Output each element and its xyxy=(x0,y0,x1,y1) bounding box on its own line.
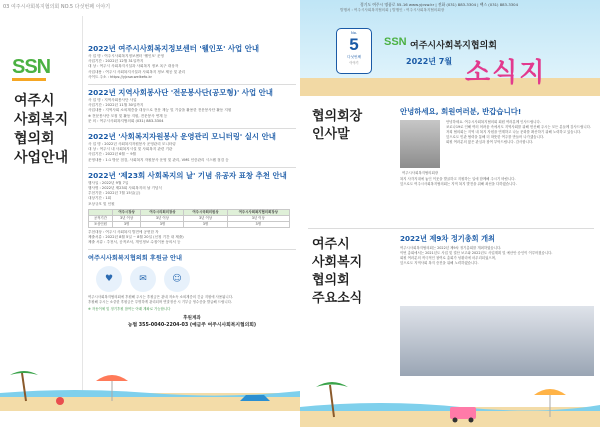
side-title-line: 협의회 xyxy=(14,131,55,147)
org-name: 여주시사회복지협의회 xyxy=(410,41,497,51)
page-header: 03 여주시사회복지협의회 NO.5 다섯번째 이야기 xyxy=(3,4,111,10)
issue-badge: No. 5 다섯번째 이야기 xyxy=(336,28,372,74)
divider xyxy=(88,128,296,129)
section-line: 사업기간 : 2022년 6월 ~ 9월 xyxy=(88,152,136,157)
greeting-body xyxy=(446,120,594,145)
table-cell: 3년 이상 xyxy=(227,215,289,221)
table-cell: 3명 xyxy=(227,221,289,227)
section-line: 사업기간 : 2022년 12월 31일까지 xyxy=(88,59,144,64)
issue-sub: 이야기 xyxy=(349,61,359,65)
heart-icon: ♥ xyxy=(96,266,122,292)
side-title-line: 여주시 xyxy=(14,93,55,109)
table-header-cell: 여주시장상 xyxy=(112,209,141,215)
section-line: 사 업 명 : 여주시사회복지정보센터 '웰인포' 운영 xyxy=(88,54,164,58)
side-title-line: 협의회 xyxy=(312,273,350,288)
section-title: 2022년 지역사회봉사단 '전문봉사단(공모형)' 사업 안내 xyxy=(88,88,273,98)
chairman-photo xyxy=(400,120,440,168)
section-line: 추천기한 : 2022년 7월 15일(금) xyxy=(88,191,141,196)
divider xyxy=(88,249,296,250)
section-volunteer xyxy=(88,88,296,124)
table-cell: 3명 xyxy=(112,221,141,227)
section-award xyxy=(88,171,296,246)
support-icons xyxy=(96,266,296,292)
table-cell: 3명 xyxy=(184,221,227,227)
section-line: 사업내용 : 여주시 사회복지시설과 사회복지 정보 제공 및 관리 xyxy=(88,69,186,74)
greeting-side-title xyxy=(312,108,362,144)
table-cell: 3년 이상 xyxy=(112,215,141,221)
table-note: 추천대상 : 여주시 사회복지 발전에 공헌한 자 xyxy=(88,229,159,234)
side-title-line: 협의회장 xyxy=(312,109,363,124)
section-line: ※ 전문봉사단 모집 및 활동 지원, 전문봉사 연계 등 xyxy=(88,113,168,118)
paragraph: 저희 협의회는 지역 내 복지 자원을 연계하고 나눔 문화를 확산하기 위해 노력하고 있습니다. xyxy=(446,130,582,135)
table-header-cell: 여주시국회의원상 xyxy=(184,209,227,215)
business-content xyxy=(88,44,296,328)
sand-strip xyxy=(300,78,600,96)
photo-caption: 여주시사회복지협의회장 xyxy=(401,171,439,175)
divider xyxy=(308,228,594,229)
paragraph: 이번 총회에서는 2021년도 사업 및 결산 보고와 2022년도 사업계획 및 예산안 승인이 이루어졌습니다. xyxy=(400,251,553,256)
divider xyxy=(88,84,296,85)
section-line: 포상규모 및 인원 xyxy=(88,201,115,206)
org-logo: SSN xyxy=(384,36,407,48)
news-side-title xyxy=(312,236,362,308)
paragraph: 여주시사회복지협의회는 2022년 제9차 정기총회를 개최하였습니다. xyxy=(400,246,502,250)
section-line: 사 업 명 : 2022년 사회복지자원봉사 운영관리 모니터링 xyxy=(88,142,176,147)
publisher-info: 발행처 : 여주시사회복지협의회 | 발행인 : 여주시사회복지협의회장 xyxy=(340,8,445,12)
paragraph: 코로나19로 인해 여러 어려움 속에서도 지역사회를 위해 헌신해 주시는 모든 분들께 감사드립니다. xyxy=(446,125,591,130)
section-line: 사 업 명 : 지역사회봉사단 사업 xyxy=(88,98,137,103)
beach-illustration xyxy=(300,377,600,427)
paragraph: 앞으로도 여주시사회복지협의회는 지역 복지 발전을 위해 최선을 다하겠습니다. xyxy=(400,182,517,187)
side-title-line: 사회복지 xyxy=(14,112,69,128)
news-title: 2022년 제9차 정기총회 개최 xyxy=(400,234,496,243)
greeting-title: 안녕하세요, 회원여러분, 반갑습니다! xyxy=(400,107,522,116)
section-line: 행사일 : 2022년 9월 7일 xyxy=(88,180,129,185)
greeting-body-continued xyxy=(400,177,594,187)
masthead-banner xyxy=(300,0,600,96)
table-header-cell: 여주시의회의장상 xyxy=(141,209,184,215)
section-line: 대 상 : 여주시 사회복지시설과 사회복지 정보 욕구 대상자 xyxy=(88,64,179,69)
table-row xyxy=(89,221,290,227)
divider xyxy=(82,16,83,411)
divider xyxy=(88,167,296,168)
table-cell: 포상인원 xyxy=(89,221,113,227)
support-link[interactable]: ※ 자동이체 및 정기후원 참여는 아래 계좌로 가능합니다 xyxy=(88,307,171,312)
group-photo xyxy=(400,306,594,376)
logo-underline xyxy=(12,78,46,81)
section-link[interactable]: 사이트 주소 : https://yjcsw.welkefo.kr xyxy=(88,74,153,79)
side-title-line: 여주시 xyxy=(312,237,350,252)
paragraph: 복지 사각지대에 놓인 이웃을 발굴하고 지원하는 일에 함께해 주시기 바랍니다. xyxy=(400,177,516,181)
section-welinfo xyxy=(88,44,296,80)
table-cell: 공적기간 xyxy=(89,215,113,221)
issue-number: 5 xyxy=(349,35,359,54)
beach-illustration xyxy=(0,367,300,411)
support-text: 후원해 주시는 소중한 후원금은 투명하게 관리되며 연말정산 시 기부금 영수증을 발급해 드립니다. xyxy=(88,300,232,305)
section-monitoring xyxy=(88,132,296,163)
section-title: 2022년 '제23회 사회복지의 날' 기념 유공자 표창 추천 안내 xyxy=(88,170,287,180)
side-title-line: 사업안내 xyxy=(14,150,69,166)
section-title: 2022년 '사회복지자원봉사 운영관리 모니터링' 실시 안내 xyxy=(88,132,276,142)
section-title: 2022년 여주시사회복지정보센터 '웰인포' 사업 안내 xyxy=(88,44,260,53)
table-cell: 3년 이상 xyxy=(141,215,184,221)
paragraph: 앞으로도 민관 협력을 통해 더 따뜻한 여주를 만들어 나가겠습니다. xyxy=(446,135,545,140)
section-line: 운영내용 : 1:1 방문 점검, 사회복지 자원봉사 운영 및 관리, VMS 인증관리 시스템 점검 등 xyxy=(88,157,229,162)
paragraph: 앞으로도 지역사회 복지 증진을 위해 노력하겠습니다. xyxy=(400,261,479,266)
section-line: 대상기간 : 1회 xyxy=(88,196,112,201)
right-page xyxy=(300,0,600,427)
newsletter-title: 소식지 xyxy=(465,58,547,88)
paragraph: 안녕하세요. 여주시사회복지협의회 회원 여러분께 인사드립니다. xyxy=(446,120,541,124)
paragraph: 회원 여러분의 많은 관심과 참여 부탁드립니다. 감사합니다. xyxy=(446,140,534,145)
section-line: 사업기간 : 2022년 11월 30일까지 xyxy=(88,103,144,108)
award-table xyxy=(88,209,290,228)
hands-icon: ☺ xyxy=(164,266,190,292)
side-title xyxy=(14,92,68,168)
table-cell: 3년 이상 xyxy=(184,215,227,221)
section-line: 문 의 : 여주시사회복지협의회 (031) 883-3304 xyxy=(88,118,164,123)
issue-date: 2022년 7월 xyxy=(406,57,453,66)
left-sidebar xyxy=(0,16,82,411)
left-footer xyxy=(0,411,300,427)
table-note: 제출 서류 : 추천서, 공적조서, 개인정보 수집이용 동의서 등 xyxy=(88,240,181,245)
side-title-line: 주요소식 xyxy=(312,291,363,306)
table-cell: 3명 xyxy=(141,221,184,227)
account-label: 후원계좌 xyxy=(183,316,201,322)
table-header-cell: 여주시사회복지협의회장상 xyxy=(227,209,289,215)
section-line: 사업내용 : 지역사회 소외계층을 대상으로 전문 재능 및 기술을 활용한 전문봉사단 활동 지원 xyxy=(88,108,232,113)
ssn-logo: SSN xyxy=(12,56,51,78)
issue-label: 다섯번째 xyxy=(347,55,361,59)
contact-info: 경기도 여주시 명품로 55-16 www.yjcsw.kr | 전화 (031) 883-3304 | 팩스 (031) 883-3304 xyxy=(360,2,518,7)
side-title-line: 사회복지 xyxy=(312,255,363,270)
paragraph: 회원 여러분의 적극적인 참여로 총회가 성황리에 마무리되었으며, xyxy=(400,256,496,261)
support-text: 여주시사회복지협의회에 후원해 주시는 후원금은 관내 저소득 소외계층의 긴급 지원에 사용됩니다. xyxy=(88,295,234,300)
news-body xyxy=(400,246,594,266)
table-note: 제출서류 : 2022년 8월 5일 ~ 8월 20일 (신청 기간 내 제출) xyxy=(88,235,184,240)
section-line: 대 상 : 여주시 내 사회복지시설 및 사회복지 관련 기관 xyxy=(88,147,173,152)
support-title: 여주시사회복지협의회 후원금 안내 xyxy=(88,255,182,263)
account-number: 농협 355-0040-2204-03 (예금주 여주시사회복지협의회) xyxy=(127,323,257,329)
side-title-line: 인사말 xyxy=(312,127,350,142)
gift-icon: ✉ xyxy=(130,266,156,292)
section-line: 행사명 : 2022년 제23회 사회복지의 날 기념식 xyxy=(88,186,162,191)
